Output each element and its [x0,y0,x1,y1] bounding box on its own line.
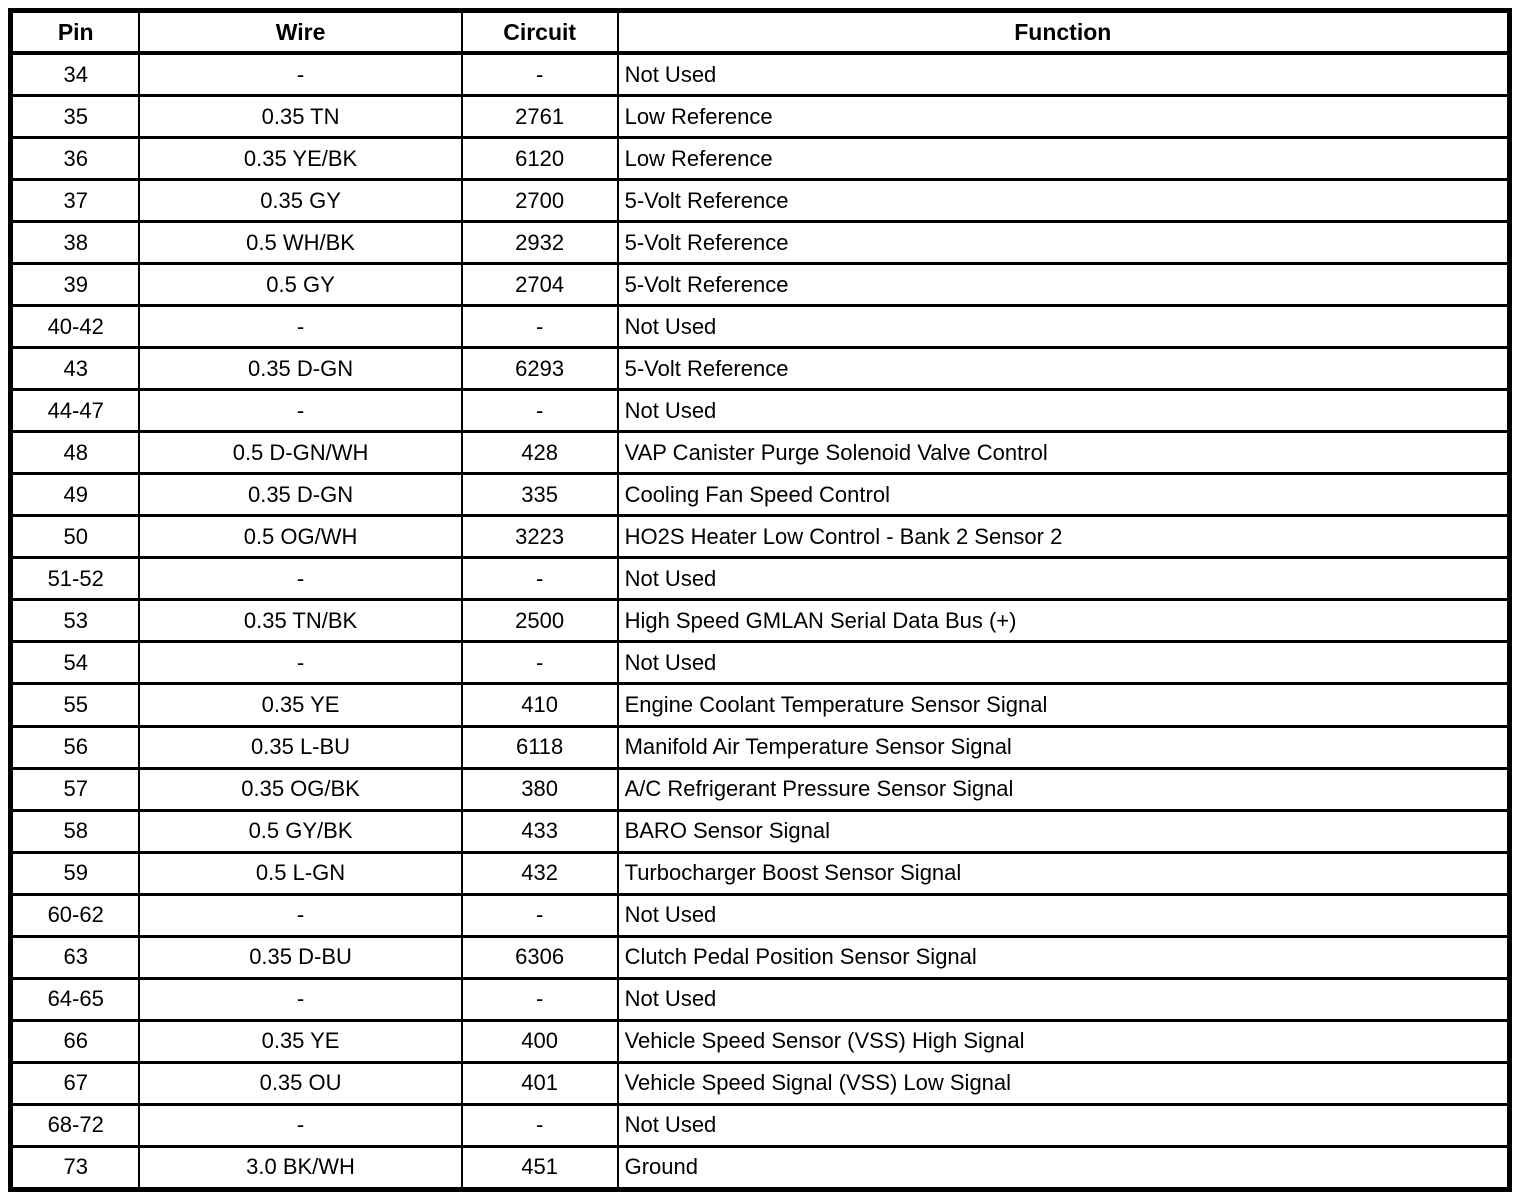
wire-cell: 0.35 TN [139,96,461,138]
wire-cell: 0.35 OG/BK [139,768,461,810]
pin-cell: 37 [11,180,140,222]
column-header-wire: Wire [139,11,461,54]
circuit-cell: - [462,894,618,936]
wire-cell: 0.5 D-GN/WH [139,432,461,474]
wire-cell: 0.35 YE [139,684,461,726]
circuit-cell: - [462,390,618,432]
wire-cell: 0.35 D-GN [139,474,461,516]
function-cell: Vehicle Speed Sensor (VSS) High Signal [618,1020,1510,1062]
circuit-cell: 380 [462,768,618,810]
table-body [11,53,1510,1190]
pin-cell: 49 [11,474,140,516]
pin-cell: 66 [11,1020,140,1062]
table-row [11,684,1510,726]
table-row [11,1146,1510,1189]
table-row [11,264,1510,306]
circuit-cell: 2932 [462,222,618,264]
circuit-cell: 2500 [462,600,618,642]
circuit-cell: - [462,642,618,684]
pin-cell: 67 [11,1062,140,1104]
connector-pinout-table [8,8,1512,1192]
pin-cell: 44-47 [11,390,140,432]
table-row [11,474,1510,516]
circuit-cell: 400 [462,1020,618,1062]
circuit-cell: 6120 [462,138,618,180]
function-cell: Clutch Pedal Position Sensor Signal [618,936,1510,978]
circuit-cell: - [462,978,618,1020]
pin-cell: 73 [11,1146,140,1189]
function-cell: 5-Volt Reference [618,348,1510,390]
table-row [11,810,1510,852]
circuit-cell: 2700 [462,180,618,222]
wire-cell: 0.5 WH/BK [139,222,461,264]
wire-cell: - [139,53,461,96]
circuit-cell: 6118 [462,726,618,768]
column-header-circuit: Circuit [462,11,618,54]
pin-cell: 38 [11,222,140,264]
pin-cell: 50 [11,516,140,558]
pin-cell: 51-52 [11,558,140,600]
circuit-cell: 433 [462,810,618,852]
wire-cell: - [139,1104,461,1146]
pin-cell: 68-72 [11,1104,140,1146]
function-cell: Manifold Air Temperature Sensor Signal [618,726,1510,768]
wire-cell: 0.5 L-GN [139,852,461,894]
pin-cell: 39 [11,264,140,306]
circuit-cell: 3223 [462,516,618,558]
table-row [11,1020,1510,1062]
function-cell: High Speed GMLAN Serial Data Bus (+) [618,600,1510,642]
function-cell: 5-Volt Reference [618,222,1510,264]
function-cell: Not Used [618,894,1510,936]
table-row [11,222,1510,264]
function-cell: Not Used [618,53,1510,96]
pin-cell: 54 [11,642,140,684]
wire-cell: 0.35 GY [139,180,461,222]
pin-cell: 63 [11,936,140,978]
circuit-cell: - [462,306,618,348]
table-row [11,768,1510,810]
pin-cell: 43 [11,348,140,390]
function-cell: Ground [618,1146,1510,1189]
function-cell: 5-Volt Reference [618,264,1510,306]
wire-cell: - [139,978,461,1020]
table-row [11,600,1510,642]
circuit-cell: 432 [462,852,618,894]
circuit-cell: 428 [462,432,618,474]
circuit-cell: 2761 [462,96,618,138]
circuit-cell: 410 [462,684,618,726]
function-cell: Low Reference [618,96,1510,138]
circuit-cell: 2704 [462,264,618,306]
table-row [11,306,1510,348]
pin-cell: 35 [11,96,140,138]
table-row [11,936,1510,978]
wire-cell: 0.35 D-BU [139,936,461,978]
pin-cell: 58 [11,810,140,852]
wire-cell: - [139,390,461,432]
wire-cell: 0.5 OG/WH [139,516,461,558]
wire-cell: - [139,642,461,684]
circuit-cell: 451 [462,1146,618,1189]
function-cell: BARO Sensor Signal [618,810,1510,852]
function-cell: Not Used [618,978,1510,1020]
table-row [11,390,1510,432]
function-cell: Engine Coolant Temperature Sensor Signal [618,684,1510,726]
table-header [11,11,1510,54]
wire-cell: - [139,306,461,348]
pin-cell: 59 [11,852,140,894]
circuit-cell: 6293 [462,348,618,390]
function-cell: Vehicle Speed Signal (VSS) Low Signal [618,1062,1510,1104]
pin-cell: 53 [11,600,140,642]
pin-cell: 60-62 [11,894,140,936]
pin-cell: 48 [11,432,140,474]
circuit-cell: - [462,558,618,600]
wire-cell: 0.5 GY [139,264,461,306]
wire-cell: - [139,894,461,936]
wire-cell: 0.35 L-BU [139,726,461,768]
function-cell: Not Used [618,306,1510,348]
wire-cell: 0.35 TN/BK [139,600,461,642]
table-row [11,96,1510,138]
circuit-cell: 335 [462,474,618,516]
function-cell: Not Used [618,642,1510,684]
table-row [11,642,1510,684]
column-header-function: Function [618,11,1510,54]
pin-cell: 56 [11,726,140,768]
table-row [11,558,1510,600]
pin-cell: 64-65 [11,978,140,1020]
circuit-cell: 401 [462,1062,618,1104]
table-row [11,180,1510,222]
function-cell: Cooling Fan Speed Control [618,474,1510,516]
circuit-cell: 6306 [462,936,618,978]
circuit-cell: - [462,53,618,96]
wire-cell: 3.0 BK/WH [139,1146,461,1189]
table-row [11,138,1510,180]
pin-cell: 36 [11,138,140,180]
function-cell: A/C Refrigerant Pressure Sensor Signal [618,768,1510,810]
table-row [11,432,1510,474]
table-row [11,852,1510,894]
function-cell: Not Used [618,1104,1510,1146]
wire-cell: 0.35 YE/BK [139,138,461,180]
function-cell: Turbocharger Boost Sensor Signal [618,852,1510,894]
wire-cell: 0.35 D-GN [139,348,461,390]
function-cell: Not Used [618,390,1510,432]
pin-cell: 34 [11,53,140,96]
table-row [11,978,1510,1020]
function-cell: VAP Canister Purge Solenoid Valve Control [618,432,1510,474]
pin-cell: 57 [11,768,140,810]
table-row [11,1062,1510,1104]
wire-cell: 0.35 YE [139,1020,461,1062]
table-row [11,53,1510,96]
wire-cell: 0.35 OU [139,1062,461,1104]
function-cell: 5-Volt Reference [618,180,1510,222]
function-cell: Low Reference [618,138,1510,180]
circuit-cell: - [462,1104,618,1146]
wire-cell: - [139,558,461,600]
table-row [11,1104,1510,1146]
pin-cell: 55 [11,684,140,726]
function-cell: HO2S Heater Low Control - Bank 2 Sensor 2 [618,516,1510,558]
table-row [11,726,1510,768]
pin-cell: 40-42 [11,306,140,348]
column-header-pin: Pin [11,11,140,54]
function-cell: Not Used [618,558,1510,600]
table-row [11,894,1510,936]
table-row [11,516,1510,558]
header-row [11,11,1510,54]
table-row [11,348,1510,390]
wire-cell: 0.5 GY/BK [139,810,461,852]
